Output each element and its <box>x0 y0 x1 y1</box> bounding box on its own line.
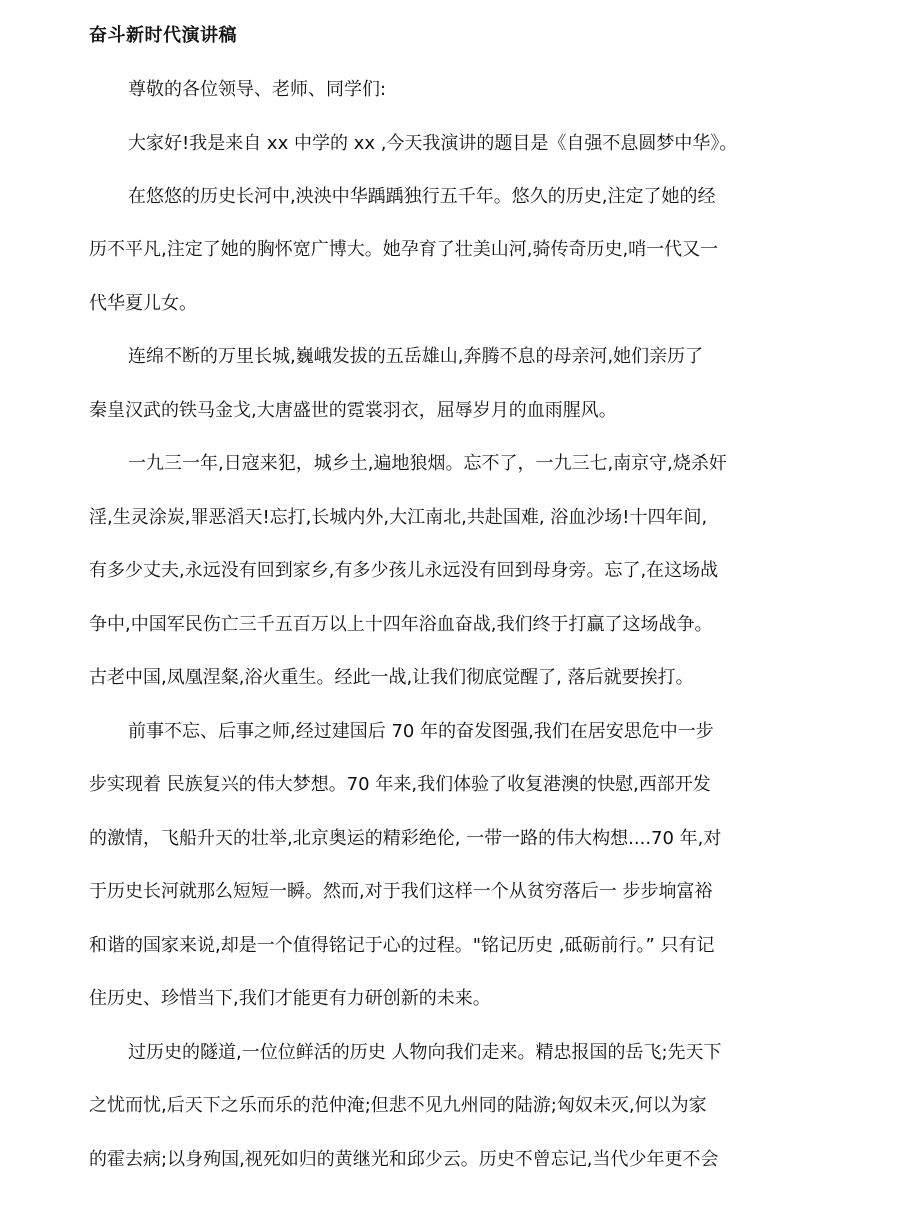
text-line: 的激情，飞船升天的壮举,北京奥运的精彩绝伦, 一带一路的伟大构想....70 年,对 <box>89 828 722 849</box>
text-line: 秦皇汉武的铁马金戈,大唐盛世的霓裳羽衣，屈辱岁月的血雨腥风。 <box>89 400 617 421</box>
text-line: 过历史的隧道,一位位鲜活的历史 人物向我们走来。精忠报国的岳飞;先天下 <box>128 1042 722 1063</box>
text-line: 淫,生灵涂炭,罪恶滔天!忘打,长城内外,大江南北,共赴国难, 浴血沙场!十四年间, <box>89 507 708 528</box>
text-line: 争中,中国军民伤亡三千五百万以上十四年浴血奋战,我们终于打赢了这场战争。 <box>89 614 713 635</box>
text-line: 在悠悠的历史长河中,泱泱中华踽踽独行五千年。悠久的历史,注定了她的经 <box>128 186 716 207</box>
text-line: 一九三一年,日寇来犯，城乡土,遍地狼烟。忘不了，一九三七,南京守,烧杀奸 <box>128 453 727 474</box>
text-line: 于历史长河就那么短短一瞬。然而,对于我们这样一个从贫穷落后一 步步垧富裕 <box>89 881 713 902</box>
text-line: 之忧而忧,后天下之乐而乐的范仲淹;但悲不见九州同的陆游;匈奴未灭,何以为家 <box>89 1095 707 1116</box>
text-line: 有多少丈夫,永远没有回到家乡,有多少孩儿永远没有回到母身旁。忘了,在这场战 <box>89 560 719 581</box>
text-line: 前事不忘、后事之师,经过建国后 70 年的奋发图强,我们在居安思危中一步 <box>128 721 714 742</box>
text-line: 和谐的国家来说,却是一个值得铭记于心的过程。"铭记历史 ,砥砺前行。” 只有记 <box>89 935 715 956</box>
text-line: 住历史、珍惜当下,我们才能更有力研创新的未来。 <box>89 988 491 1009</box>
text-line: 的霍去病;以身殉国,视死如归的黄继光和邱少云。历史不曾忘记,当代少年更不会 <box>89 1149 719 1170</box>
text-line: 代华夏儿女。 <box>89 293 197 314</box>
text-line: 历不平凡,注定了她的胸怀宽广博大。她孕育了壮美山河,骑传奇历史,哨一代又一 <box>89 239 719 260</box>
text-line: 步实现着 民族复兴的伟大梦想。70 年来,我们体验了收复港澳的快慰,西部开发 <box>89 774 711 795</box>
text-line: 尊敬的各位领导、老师、同学们: <box>128 79 387 100</box>
text-line: 大家好!我是来自 xx 中学的 xx ,今天我演讲的题目是《自强不息圆梦中华》。 <box>128 133 738 154</box>
text-line: 古老中国,凤凰涅粲,浴火重生。经此一战,让我们彻底觉醒了, 落后就要挨打。 <box>89 667 694 688</box>
text-line: 连绵不断的万里长城,巍峨发拔的五岳雄山,奔腾不息的母亲河,她们亲历了 <box>128 346 704 367</box>
document-title: 奋斗新时代演讲稿 <box>89 25 237 46</box>
